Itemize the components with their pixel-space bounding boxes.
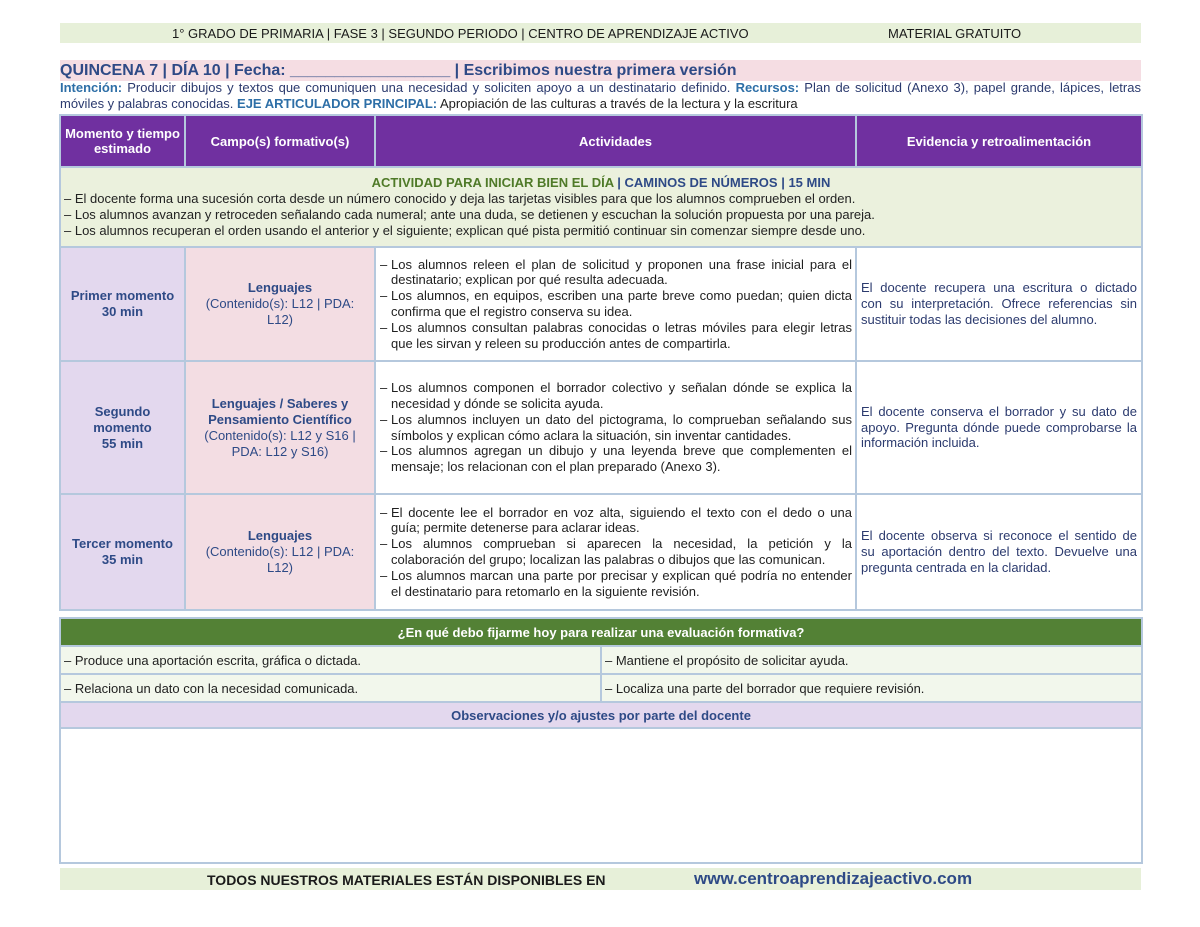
header-evidence: Evidencia y retroalimentación [856, 115, 1142, 167]
moment-name: Primer momento [70, 288, 175, 303]
start-activity-title [64, 175, 1138, 191]
lesson-table [59, 114, 1143, 611]
activities-cell [375, 494, 856, 610]
evaluation-item: – Localiza una parte del borrador que requiere revisión. [601, 674, 1142, 702]
moment-name: Tercer momento [72, 536, 173, 551]
list-item: – Los alumnos, en equipos, escriben una parte breve como puedan; quien dicta confirma que el registro conserva su idea. [380, 288, 852, 319]
evaluation-item: – Produce una aportación escrita, gráfica o dictada. [60, 646, 601, 674]
moment-row [60, 494, 1142, 610]
start-activity-cell [60, 167, 1142, 247]
moment-cell [60, 494, 185, 610]
resources-label: Recursos: [735, 80, 800, 95]
observations-area[interactable] [60, 728, 1142, 863]
axis-text: Apropiación de las culturas a través de la lectura y la escritura [437, 95, 798, 111]
list-item: – Los alumnos componen el borrador colectivo y señalan dónde se explica la necesidad y dónde se solicita ayuda. [380, 380, 852, 411]
moment-time: 35 min [101, 552, 144, 567]
field-name: Lenguajes / Saberes y Pensamiento Científico [208, 395, 352, 427]
moment-time: 30 min [101, 304, 144, 319]
list-item: – Los alumnos agregan un dibujo y una leyenda breve que complementen el mensaje; los relacionan con el plan preparado (Anexo 3). [380, 443, 852, 475]
start-activity-title-main: ACTIVIDAD PARA INICIAR BIEN EL DÍA [371, 175, 614, 190]
list-item: – Los alumnos avanzan y retroceden señalando cada numeral; ante una duda, se detienen y escuchan la solución propuesta por una pareja. [64, 207, 875, 222]
evaluation-table [59, 617, 1143, 864]
field-cell [185, 361, 375, 494]
table-header-row [60, 115, 1142, 167]
moment-cell [60, 247, 185, 361]
resources-text: Plan de solicitud (Anexo 3), papel grande, lápices, letras móviles y palabras conocidas. [60, 80, 1141, 111]
field-content: (Contenido(s): L12 | PDA: L12) [205, 296, 355, 327]
intention-label: Intención: [60, 80, 123, 95]
start-activity-title-detail: | CAMINOS DE NÚMEROS | 15 MIN [613, 175, 831, 190]
moment-name: Segundo momento [93, 403, 152, 435]
intention-text: Producir dibujos y textos que comuniquen una necesidad y soliciten apoyo a un destinatario definido. [122, 80, 736, 95]
footer-url[interactable]: www.centroaprendizajeactivo.com [694, 869, 973, 888]
evaluation-title: ¿En qué debo fijarme hoy para realizar una evaluación formativa? [60, 618, 1142, 646]
axis-label: EJE ARTICULADOR PRINCIPAL: [237, 95, 438, 111]
list-item: – Los alumnos releen el plan de solicitud y proponen una frase inicial para el destinatario; explican por qué resulta adecuada. [380, 256, 852, 288]
start-activity-row [60, 167, 1142, 247]
evaluation-item: – Mantiene el propósito de solicitar ayuda. [601, 646, 1142, 674]
list-item: – El docente lee el borrador en voz alta, siguiendo el texto con el dedo o una guía; permite detenerse para aclarar ideas. [380, 504, 852, 536]
activities-cell [375, 247, 856, 361]
page-title: QUINCENA 7 | DÍA 10 | Fecha: __________________ | Escribimos nuestra primera versión [60, 60, 1141, 81]
field-cell [185, 247, 375, 361]
header-course-info: 1° GRADO DE PRIMARIA | FASE 3 | SEGUNDO PERIODO | CENTRO DE APRENDIZAJE ACTIVO [172, 25, 749, 41]
evidence-cell: El docente conserva el borrador y su dato de apoyo. Pregunta dónde puede comprobarse la información incluida. [856, 361, 1142, 494]
field-name: Lenguajes [247, 528, 313, 543]
list-item: – Los alumnos recuperan el orden usando el anterior y el siguiente; explican qué pista permitió continuar sin comenzar siempre desde uno. [64, 223, 866, 238]
moment-cell [60, 361, 185, 494]
list-item: – Los alumnos marcan una parte por precisar y explican qué podría no entender el destinatario para retomarlo en la siguiente revisión. [380, 567, 852, 599]
footer-bar [60, 868, 1141, 890]
header-activities: Actividades [375, 115, 856, 167]
moment-row [60, 361, 1142, 494]
list-item: – Los alumnos incluyen un dato del pictograma, lo comprueban señalando sus símbolos y explican cómo aclara la situación, sin inventar cantidades. [380, 411, 852, 443]
header-bar [60, 23, 1141, 43]
header-moment: Momento y tiempo estimado [60, 115, 185, 167]
evidence-cell: El docente recupera una escritura o dictado con su interpretación. Ofrece referencias sin sustituir todas las decisiones del alumno. [856, 247, 1142, 361]
field-name: Lenguajes [247, 280, 313, 295]
field-content: (Contenido(s): L12 y S16 | PDA: L12 y S16) [204, 427, 356, 459]
observations-title: Observaciones y/o ajustes por parte del docente [60, 702, 1142, 728]
activities-cell [375, 361, 856, 494]
field-cell [185, 494, 375, 610]
evidence-cell: El docente observa si reconoce el sentido de su aportación dentro del texto. Devuelve una pregunta centrada en la claridad. [856, 494, 1142, 610]
list-item: – Los alumnos comprueban si aparecen la necesidad, la petición y la colaboración del grupo; localizan las palabras o dibujos que las comunican. [380, 536, 852, 567]
field-content: (Contenido(s): L12 | PDA: L12) [205, 544, 355, 575]
list-item: – Los alumnos consultan palabras conocidas o letras móviles para elegir letras que les sirvan y releen su producción antes de compartirla. [380, 319, 852, 351]
moment-row [60, 247, 1142, 361]
header-free-material: MATERIAL GRATUITO [888, 25, 1022, 41]
footer-text: TODOS NUESTROS MATERIALES ESTÁN DISPONIBLES EN [207, 872, 606, 888]
intention-paragraph [60, 80, 1141, 111]
moment-time: 55 min [101, 435, 144, 451]
evaluation-item: – Relaciona un dato con la necesidad comunicada. [60, 674, 601, 702]
list-item: – El docente forma una sucesión corta desde un número conocido y deja las tarjetas visibles para que los alumnos comprueben el orden. [64, 191, 856, 206]
header-field: Campo(s) formativo(s) [185, 115, 375, 167]
